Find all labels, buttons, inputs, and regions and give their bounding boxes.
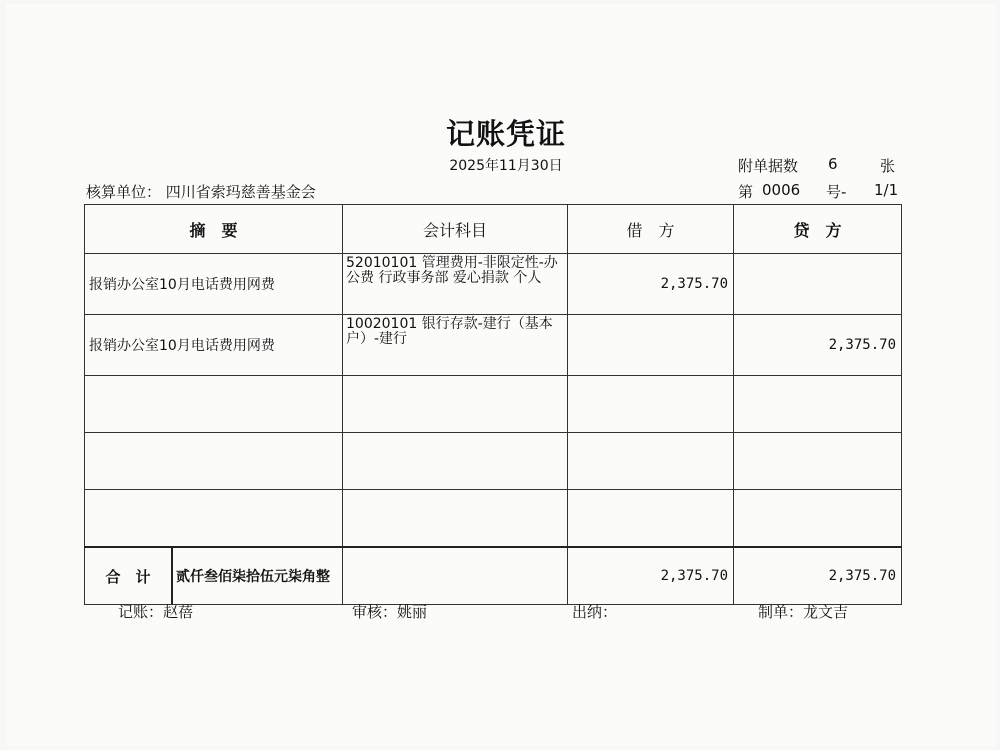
bookkeeper [118,601,193,622]
total-label: 合 计 [85,548,173,604]
empty-cell [734,433,902,490]
voucher-title: 记账凭证 [445,117,566,151]
total-account-cell [343,547,568,605]
table-header-row [85,205,902,254]
preparer-label: 制单： [758,603,804,621]
empty-cell [734,490,902,548]
accounting-unit-label: 核算单位： [86,183,162,201]
row-debit: 2,375.70 [568,254,734,315]
empty-cell [568,490,734,548]
reviewer-label: 审核： [352,603,398,621]
empty-cell [568,376,734,433]
table-row-empty [85,376,902,433]
empty-cell [568,433,734,490]
empty-cell [85,376,343,433]
total-credit: 2,375.70 [734,547,902,605]
total-debit: 2,375.70 [568,547,734,605]
voucher-page: 1/1 [874,181,899,199]
row-credit [734,254,902,315]
accounting-unit [86,181,316,202]
total-amount-words: 贰仟叁佰柒拾伍元柒角整 [176,569,330,585]
preparer [758,601,848,622]
voucher-number-suffix: 号- [826,183,847,201]
header-account: 会计科目 [343,205,568,254]
table-row [85,254,902,315]
voucher-date: 2025年11月30日 [449,158,563,174]
bookkeeper-name: 赵蓓 [163,603,194,621]
attachment-number: 6 [828,155,838,173]
preparer-name: 龙文吉 [803,603,849,621]
reviewer-name: 姚丽 [397,603,428,621]
header-summary: 摘 要 [85,205,343,254]
voucher-number-value: 0006 [762,181,801,199]
row-summary: 报销办公室10月电话费用网费 [85,254,343,315]
empty-cell [343,433,568,490]
total-cell [85,547,343,605]
row-account: 52010101 管理费用-非限定性-办公费 行政事务部 爱心捐款 个人 [343,254,568,315]
row-debit [568,315,734,376]
table-row [85,315,902,376]
table-row-empty [85,433,902,490]
attachment-label: 附单据数 [738,157,799,175]
table-row-empty [85,490,902,548]
empty-cell [343,376,568,433]
voucher-table [84,204,902,605]
empty-cell [343,490,568,548]
row-summary: 报销办公室10月电话费用网费 [85,315,343,376]
total-row [85,547,902,605]
cashier-label: 出纳： [572,603,618,621]
row-account: 10020101 银行存款-建行（基本户）-建行 [343,315,568,376]
attachment-unit: 张 [880,157,896,175]
bookkeeper-label: 记账： [118,603,164,621]
empty-cell [85,490,343,548]
reviewer [352,601,427,622]
header-credit: 贷 方 [734,205,902,254]
voucher-number-prefix: 第 [738,183,754,201]
empty-cell [734,376,902,433]
accounting-unit-name: 四川省索玛慈善基金会 [165,183,316,201]
cashier [572,601,617,622]
voucher-sheet [6,4,996,746]
empty-cell [85,433,343,490]
header-debit: 借 方 [568,205,734,254]
row-credit: 2,375.70 [734,315,902,376]
